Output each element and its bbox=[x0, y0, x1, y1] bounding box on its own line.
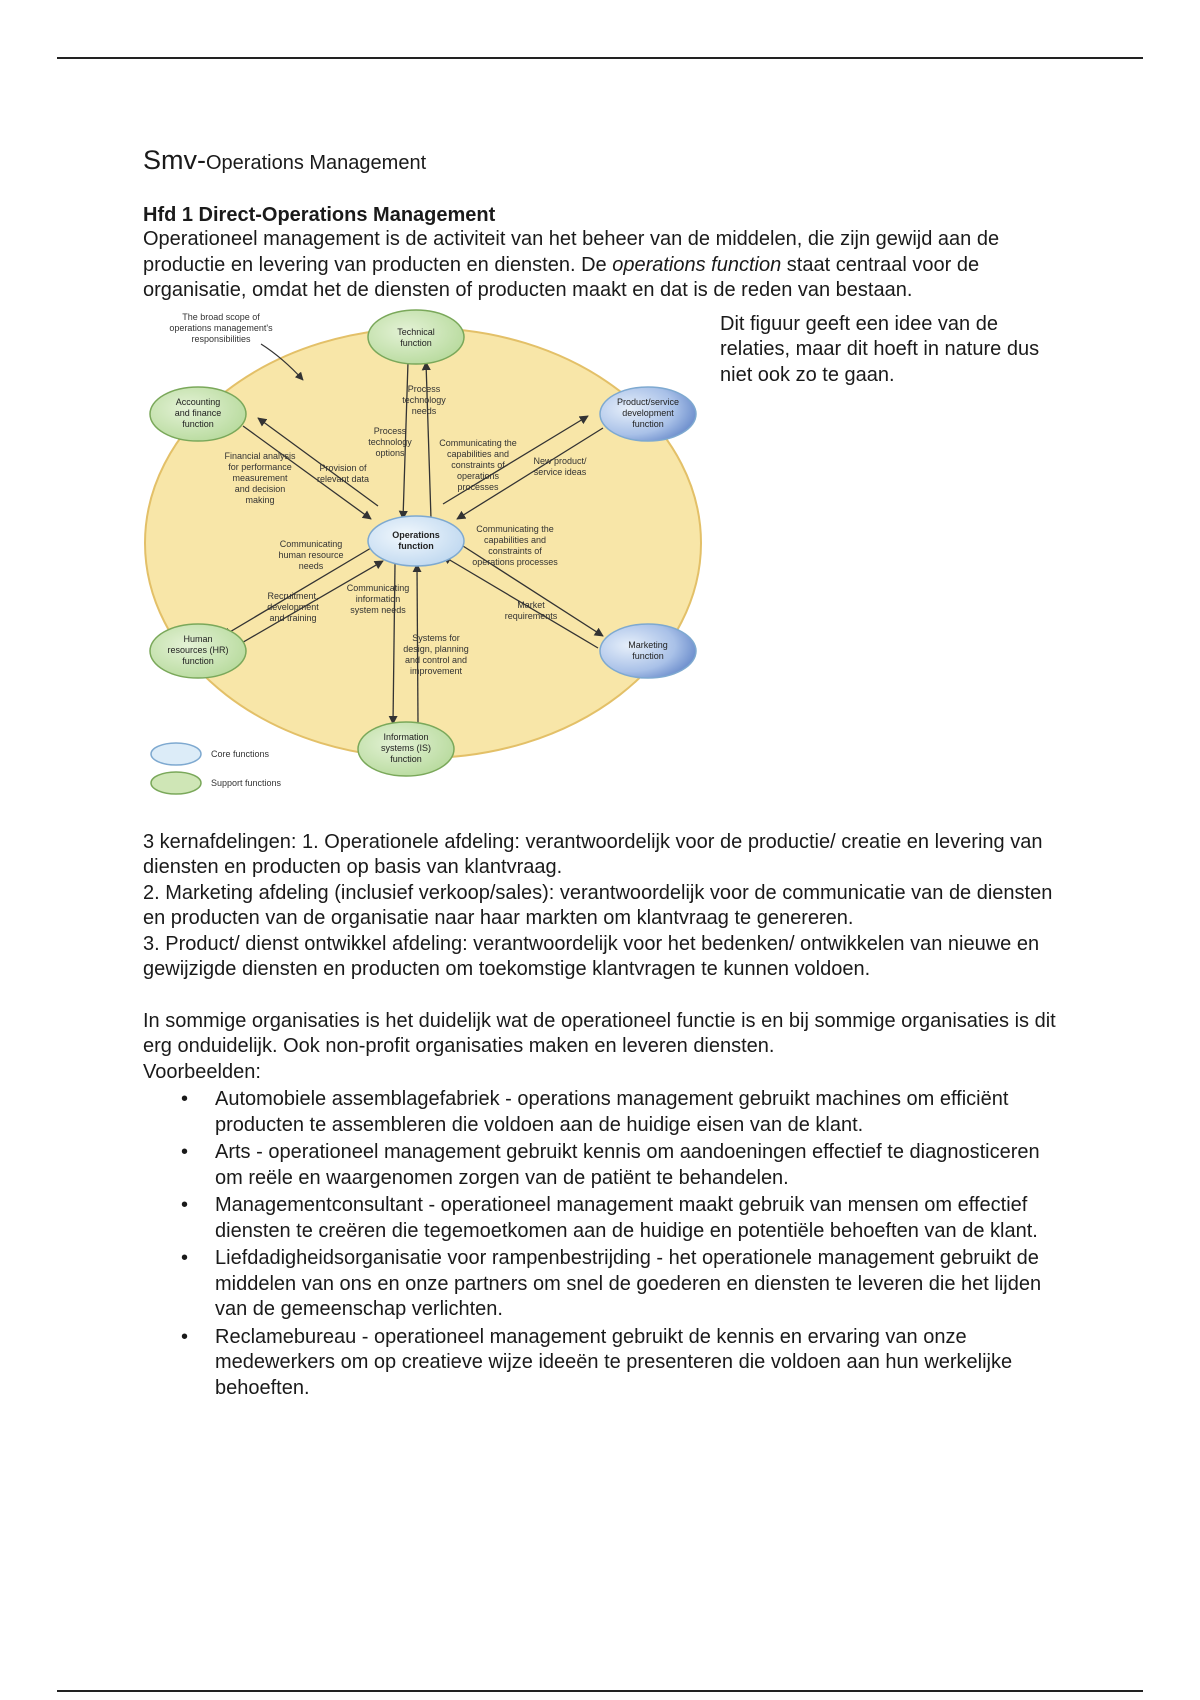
node-label-line: Operations bbox=[392, 529, 440, 540]
diagram-label-line: Systems for bbox=[412, 632, 460, 643]
scope-caption-line: responsibilities bbox=[191, 333, 251, 344]
node-operations bbox=[368, 516, 464, 566]
bottom-rule bbox=[57, 1690, 1143, 1692]
node-label-line: and finance bbox=[174, 407, 222, 418]
diagram-label-line: human resource bbox=[278, 549, 344, 560]
diagram-label-line: needs bbox=[411, 405, 437, 416]
diagram-label-line: technology bbox=[368, 436, 412, 447]
diagram-label-line: options bbox=[375, 447, 405, 458]
example-text: Arts - operationeel management gebruikt kennis om aandoeningen effectief te diagnosticeren om reële en waargenomen zorgen van de patiënt te behandelen. bbox=[215, 1141, 1040, 1189]
legend-support-swatch bbox=[151, 772, 201, 794]
node-technical bbox=[368, 310, 464, 364]
diagram-label-line: operations bbox=[456, 470, 500, 481]
node-label-line: function bbox=[398, 540, 434, 551]
label-provision bbox=[317, 463, 369, 484]
scope-caption-line: The broad scope of bbox=[182, 311, 260, 322]
diagram-label-line: constraints of bbox=[488, 545, 542, 556]
legend-core-swatch bbox=[151, 743, 201, 765]
node-label-line: Technical bbox=[397, 326, 435, 337]
diagram-label-line: New product/ bbox=[533, 455, 587, 466]
intro-paragraph bbox=[143, 227, 1063, 304]
bullet-icon: • bbox=[181, 1325, 189, 1348]
diagram-label-line: constraints of bbox=[451, 459, 505, 470]
page-content bbox=[143, 140, 1063, 1403]
diagram-label-line: measurement bbox=[232, 472, 288, 483]
diagram-label-line: requirements bbox=[504, 610, 558, 621]
diagram-label-line: Recruitment, bbox=[267, 590, 319, 601]
bullet-icon: • bbox=[181, 1088, 189, 1110]
node-label-line: systems (IS) bbox=[380, 742, 432, 753]
example-text: Automobiele assemblagefabriek - operations management gebruikt machines om efficiënt producten te assembleren die voldoen aan de huidige eisen van de klant. bbox=[215, 1088, 1009, 1136]
diagram-label-line: improvement bbox=[409, 665, 463, 676]
node-label-line: Marketing bbox=[628, 639, 668, 650]
node-technical-shape bbox=[368, 310, 464, 364]
node-label-line: Accounting bbox=[175, 396, 221, 407]
node-label-line: function bbox=[632, 418, 664, 429]
node-label-line: function bbox=[182, 418, 214, 429]
core-department-line: 3. Product/ dienst ontwikkel afdeling: verantwoordelijk voor het bedenken/ ontwikkelen van nieuwe en gewijzigde diensten en producten om toekomstige klantvragen te kunnen voldoen. bbox=[143, 932, 1040, 980]
diagram-label-line: Process bbox=[373, 425, 407, 436]
core-department-line: 2. Marketing afdeling (inclusief verkoop/sales): verantwoordelijk voor de communicatie van de diensten en producten van de organisatie naar haar markten om klantvraag te genereren. bbox=[143, 881, 1053, 929]
node-label-line: Information bbox=[383, 731, 429, 742]
node-information-systems bbox=[358, 722, 454, 776]
diagram-label-line: Process bbox=[407, 383, 441, 394]
example-text: Managementconsultant - operationeel management maakt gebruik van mensen om effectief diensten te creëren die tegemoetkomen aan de huidige en potentiële behoeften van de klant. bbox=[215, 1194, 1038, 1242]
examples-label: Voorbeelden: bbox=[143, 1060, 261, 1083]
node-label-line: Product/service bbox=[616, 396, 680, 407]
diagram-label-line: capabilities and bbox=[446, 448, 510, 459]
example-item bbox=[181, 1193, 1063, 1244]
diagram-label-line: making bbox=[245, 494, 275, 505]
paragraph-spacer bbox=[143, 983, 1063, 1009]
diagram-label-line: development bbox=[267, 601, 319, 612]
chapter-heading: Hfd 1 Direct-Operations Management bbox=[143, 204, 496, 226]
node-label-line: function bbox=[400, 337, 432, 348]
example-item bbox=[181, 1087, 1063, 1138]
example-text: Reclamebureau - operationeel management gebruikt de kennis en ervaring van onze medewerkers om op creatieve wijze ideeën te presenteren die voldoen aan hun werkelijke behoeften. bbox=[215, 1325, 1013, 1399]
diagram-label-line: Financial analysis bbox=[224, 450, 296, 461]
core-department-line: 3 kernafdelingen: 1. Operationele afdeling: verantwoordelijk voor de productie/ creatie en levering van diensten en producten op basis van klantvraag. bbox=[143, 830, 1043, 878]
diagram-label-line: system needs bbox=[350, 604, 406, 615]
diagram-label-line: processes bbox=[457, 481, 499, 492]
node-label-line: resources (HR) bbox=[167, 644, 229, 655]
diagram-label-line: Market bbox=[517, 599, 545, 610]
diagram-label-line: technology bbox=[402, 394, 446, 405]
bullet-icon: • bbox=[181, 1247, 189, 1269]
intro-italic-term: operations function bbox=[612, 253, 782, 276]
diagram-label-line: design, planning bbox=[403, 643, 469, 654]
operations-scope-diagram bbox=[143, 306, 703, 796]
example-item bbox=[181, 1246, 1063, 1323]
node-label-line: function bbox=[182, 655, 214, 666]
example-text: Liefdadigheidsorganisatie voor rampenbestrijding - het operationele management gebruikt de middelen van ons en onze partners om snel de goederen en diensten te leveren die het lijden van de gemeenschap verlichten. bbox=[215, 1247, 1042, 1320]
diagram-label-line: Provision of bbox=[319, 462, 367, 473]
bullet-icon: • bbox=[181, 1194, 189, 1216]
document-title bbox=[143, 140, 1063, 181]
diagram-label-line: and training bbox=[269, 612, 317, 623]
organisations-paragraph: In sommige organisaties is het duidelijk wat de operationeel functie is en bij sommige organisaties is dit erg onduidelijk. Ook non-profit organisaties maken en leveren diensten. bbox=[143, 1009, 1056, 1057]
label-communicating-is bbox=[347, 583, 410, 615]
diagram-label-line: for performance bbox=[228, 461, 292, 472]
node-label-line: function bbox=[390, 753, 422, 764]
diagram-legend bbox=[151, 743, 282, 794]
bullet-icon: • bbox=[181, 1141, 189, 1163]
document-title-rest: Operations Management bbox=[206, 152, 427, 174]
example-item bbox=[181, 1140, 1063, 1191]
diagram-label-line: operations processes bbox=[472, 556, 558, 567]
figure-note: Dit figuur geeft een idee van de relaties, maar dit hoeft in nature dus niet ook zo te gaan. bbox=[720, 312, 1040, 386]
scope-caption bbox=[169, 312, 273, 344]
node-label-line: development bbox=[622, 407, 674, 418]
top-rule bbox=[57, 57, 1143, 59]
diagram-label-line: Communicating the bbox=[476, 523, 554, 534]
node-label-line: Human bbox=[183, 633, 213, 644]
diagram-label-line: capabilities and bbox=[483, 534, 547, 545]
diagram-label-line: Communicating bbox=[279, 538, 343, 549]
diagram-label-line: service ideas bbox=[533, 466, 587, 477]
label-recruitment bbox=[267, 591, 319, 623]
diagram-label-line: and decision bbox=[234, 483, 286, 494]
legend-support-label: Support functions bbox=[211, 777, 282, 788]
diagram-label-line: and control and bbox=[404, 654, 468, 665]
diagram-label-line: Communicating bbox=[346, 582, 410, 593]
node-marketing bbox=[600, 624, 696, 678]
diagram-label-line: Communicating the bbox=[439, 437, 517, 448]
intro-part-2: staat centraal voor de organisatie, omdat het de diensten of producten maakt en dat is de reden van bestaan. bbox=[143, 253, 980, 301]
node-accounting bbox=[150, 387, 246, 441]
diagram-label-line: information bbox=[355, 593, 401, 604]
scope-caption-line: operations management's bbox=[169, 322, 273, 333]
examples-list bbox=[143, 1087, 1063, 1401]
legend-core-label: Core functions bbox=[211, 748, 270, 759]
label-new-product bbox=[533, 456, 587, 477]
diagram-label-line: needs bbox=[298, 560, 324, 571]
diagram-label-line: relevant data bbox=[316, 473, 370, 484]
example-item bbox=[181, 1325, 1063, 1402]
document-title-prefix: Smv- bbox=[143, 145, 206, 175]
node-label-line: function bbox=[632, 650, 664, 661]
node-hr bbox=[150, 624, 246, 678]
intro-part-1: Operationeel management is de activiteit van het beheer van de middelen, die zijn gewijd aan de productie en levering van producten en diensten. De bbox=[143, 228, 1000, 276]
figure-row bbox=[143, 306, 1063, 806]
label-systems-for bbox=[403, 633, 469, 676]
node-product-service bbox=[600, 387, 696, 441]
core-departments bbox=[143, 830, 1063, 983]
